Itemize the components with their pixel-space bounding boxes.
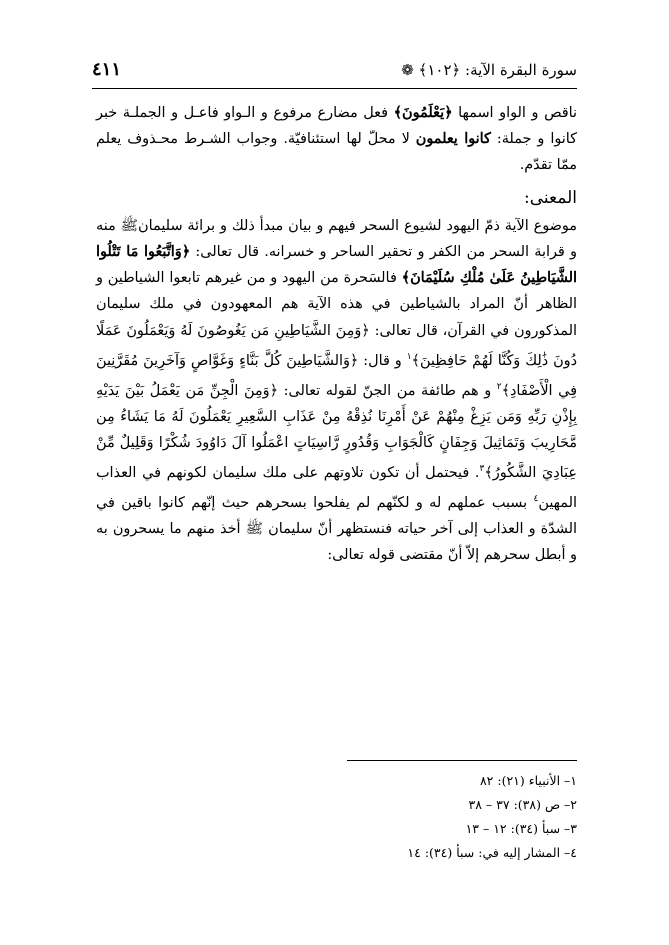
p2-text-e: . فيحتمل أن تكون تلاوتهم على ملك سليمان لكونهم في العذاب المهين bbox=[96, 465, 577, 512]
quran-word: ﴿يَعْلَمُونَ﴾ bbox=[393, 104, 453, 121]
page-header bbox=[92, 58, 577, 89]
running-title: سورة البقرة الآية: ﴿١٠٢﴾ ❁ bbox=[401, 61, 577, 79]
paragraph-2 bbox=[96, 213, 577, 569]
p1-text-d: لا محلّ لها استئنافيّة. وجواب الشـرط محـذوف يعلم ممّا تقدّم. bbox=[96, 131, 577, 174]
paragraph-1 bbox=[96, 100, 577, 179]
verse-3: ﴿وَالشَّيَاطِينَ كُلَّ بَنَّاءٍ وَغَوَّاصٍ وَآخَرِينَ مُقَرَّنِينَ فِي الْأَصْفَادِ﴾ bbox=[96, 352, 577, 399]
footnote-2: ٢– ص (٣٨): ٣٧ – ٣٨ bbox=[468, 797, 577, 812]
footnote-ref-1[interactable]: ١ bbox=[406, 351, 412, 362]
footnote-ref-3[interactable]: ٣ bbox=[479, 464, 485, 475]
p2-text-d: و هم طائفة من الجنّ لقوله تعالى: bbox=[278, 382, 497, 399]
page-number: ٤١١ bbox=[92, 59, 122, 80]
p1-bold-phrase: كانوا يعلمون bbox=[415, 130, 491, 148]
verse-1: ﴿وَاتَّبَعُوا مَا تَتْلُوا الشَّيَاطِينُ عَلَىٰ مُلْكِ سُلَيْمَانَ﴾ bbox=[96, 243, 578, 287]
p1-text-b: فعل مضارع مرفوع و الـواو فاعـل و الجملـة خبر كانوا و جملة: bbox=[96, 105, 577, 148]
footnote-3: ٣– سبأ (٣٤): ١٢ – ١٣ bbox=[465, 821, 577, 836]
verse-4: ﴿وَمِنَ الْجِنِّ مَن يَعْمَلُ بَيْنَ يَدَيْهِ بِإِذْنِ رَبِّهِ وَمَن يَزِغْ مِنْهُمْ عَنْ أَمْرِنَا نُذِقْهُ مِنْ عَذَابِ السَّعِيرِ يَعْمَلُونَ لَهُ مَا يَشَاءُ مِن مَّحَارِيبَ وَتَمَاثِيلَ وَجِفَانٍ كَالْجَوَابِ وَقُدُورٍ رَّاسِيَاتٍ اعْمَلُوا آلَ دَاوُودَ شُكْرًا وَقَلِيلٌ مِّنْ عِبَادِيَ الشَّكُورُ﴾ bbox=[96, 382, 577, 482]
p2-text-a: موضوع الآية ذمّ اليهود لشيوع السحر فيهم و بيان مبدأ ذلك و برائة سليمانﷺ منه و قرابة السحر من الكفر و تحقير الساحر و خسرانه. قال تعالى: bbox=[96, 217, 577, 261]
verse-2: ﴿وَمِنَ الشَّيَاطِينِ مَن يَغُوصُونَ لَهُ وَيَعْمَلُونَ عَمَلًا دُونَ ذَٰلِكَ وَكُنَّا لَهُمْ حَافِظِينَ﴾ bbox=[96, 322, 577, 369]
p2-text-b: فالسَحرة من اليهود و من غيرهم تابعوا الشياطين و الظاهر أنّ المراد بالشياطين في هذه الآية هم المعهودون في ملك سليمان المذكورون في القرآن، قال تعالى: bbox=[96, 270, 577, 339]
footnote-1: ١– الأنبياء (٢١): ٨٢ bbox=[479, 773, 577, 788]
footnote-4: ٤– المشار إليه في: سبأ (٣٤): ١٤ bbox=[407, 845, 577, 860]
p2-text-f: بسبب عملهم له و لكنّهم لم يفلحوا بسحرهم حيث إنّهم كانوا باقين في الشدّة و العذاب إلى آخر حياته فنستظهر أنّ سليمان ﷺ أخذ منهم ما يسحرون به و أبطل سحرهم إلاّ أنّ مقتضى قوله تعالى: bbox=[96, 495, 577, 564]
footnote-ref-4[interactable]: ٤ bbox=[533, 494, 539, 505]
section-heading: المعنى: bbox=[524, 187, 577, 208]
footnote-ref-2[interactable]: ٢ bbox=[496, 381, 502, 392]
p2-text-c: و قال: bbox=[358, 352, 407, 369]
p1-text-a: ناقص و الواو اسمها bbox=[452, 105, 577, 121]
footnotes bbox=[347, 760, 577, 865]
main-text bbox=[96, 100, 577, 569]
